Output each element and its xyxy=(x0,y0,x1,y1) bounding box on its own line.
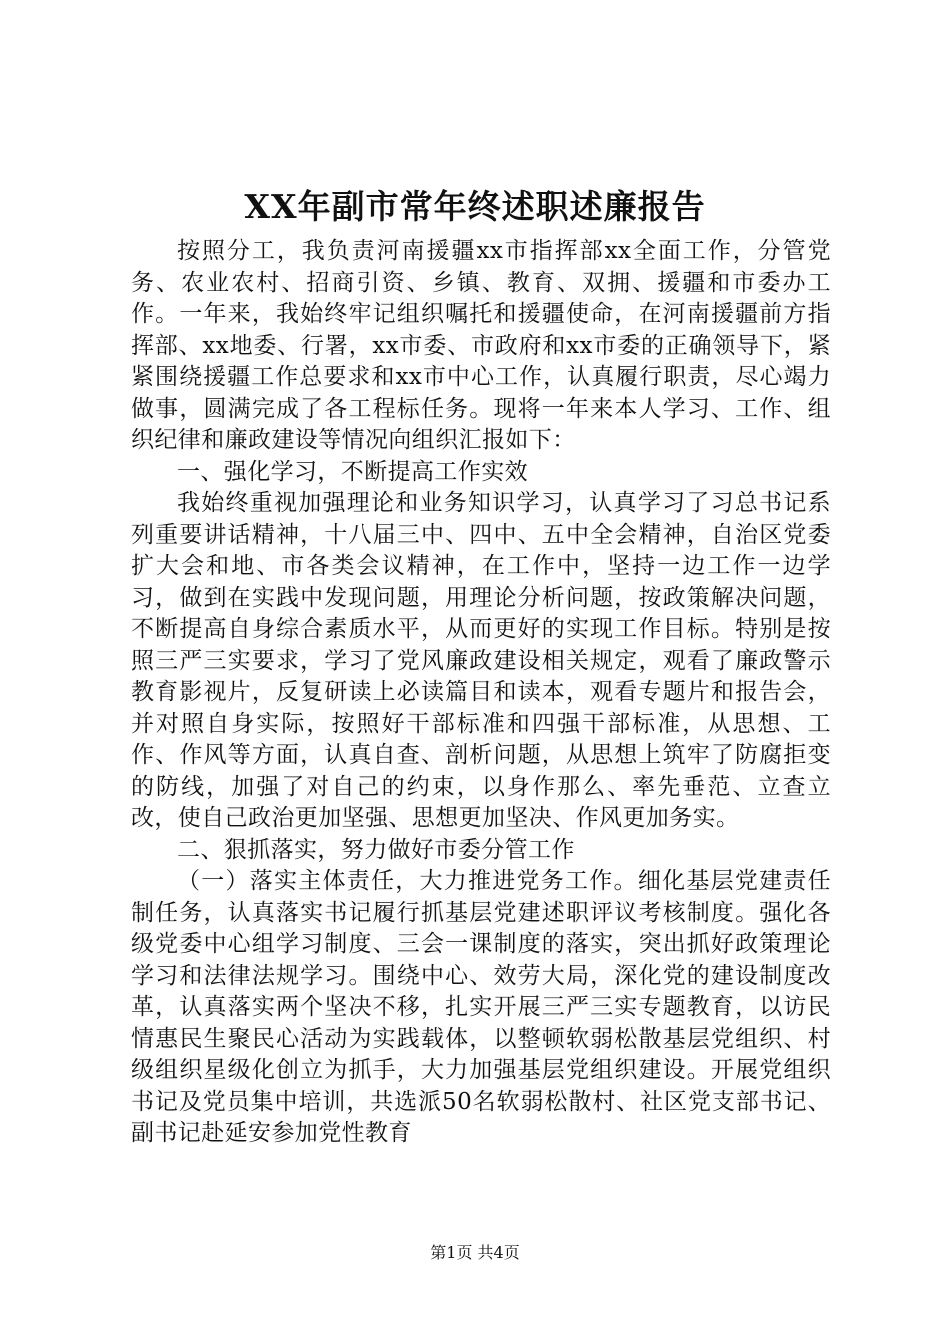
paragraph-party-work: （一）落实主体责任，大力推进党务工作。细化基层党建责任制任务，认真落实书记履行抓基层党建述职评议考核制度。强化各级党委中心组学习制度、三会一课制度的落实，突出抓好政策理论学习和法律法规学习。围绕中心、效劳大局，深化党的建设制度改革，认真落实两个坚决不移，扎实开展三严三实专题教育，以访民情惠民生聚民心活动为实践载体，以整顿软弱松散基层党组织、村级组织星级化创立为抓手，大力加强基层党组织建设。开展党组织书记及党员集中培训，共选派50名软弱松散村、社区党支部书记、副书记赴延安参加党性教育 xyxy=(131,868,831,1146)
paragraph-intro: 按照分工，我负责河南援疆xx市指挥部xx全面工作，分管党务、农业农村、招商引资、乡镇、教育、双拥、援疆和市委办工作。一年来，我始终牢记组织嘱托和援疆使命，在河南援疆前方指挥部、xx地委、行署，xx市委、市政府和xx市委的正确领导下，紧紧围绕援疆工作总要求和xx市中心工作，认真履行职责，尽心竭力做事，圆满完成了各工程标任务。现将一年来本人学习、工作、组织纪律和廉政建设等情况向组织汇报如下： xyxy=(131,238,831,453)
section-heading-2: 二、狠抓落实，努力做好市委分管工作 xyxy=(177,836,575,863)
section-heading-1: 一、强化学习，不断提高工作实效 xyxy=(177,458,528,485)
document-title: XX年副市常年终述职述廉报告 xyxy=(244,187,706,226)
document-body xyxy=(131,236,831,1150)
page-footer: 第1页 共4页 xyxy=(430,1243,520,1262)
paragraph-study: 我始终重视加强理论和业务知识学习，认真学习了习总书记系列重要讲话精神，十八届三中、四中、五中全会精神，自治区党委扩大会和地、市各类会议精神，在工作中，坚持一边工作一边学习，做到在实践中发现问题，用理论分析问题，按政策解决问题，不断提高自身综合素质水平，从而更好的实现工作目标。特别是按照三严三实要求，学习了党风廉政建设相关规定，观看了廉政警示教育影视片，反复研读上必读篇目和读本，观看专题片和报告会，并对照自身实际，按照好干部标准和四强干部标准，从思想、工作、作风等方面，认真自查、剖析问题，从思想上筑牢了防腐拒变的防线，加强了对自己的约束，以身作那么、率先垂范、立查立改，使自己政治更加坚强、思想更加坚决、作风更加务实。 xyxy=(131,490,831,831)
